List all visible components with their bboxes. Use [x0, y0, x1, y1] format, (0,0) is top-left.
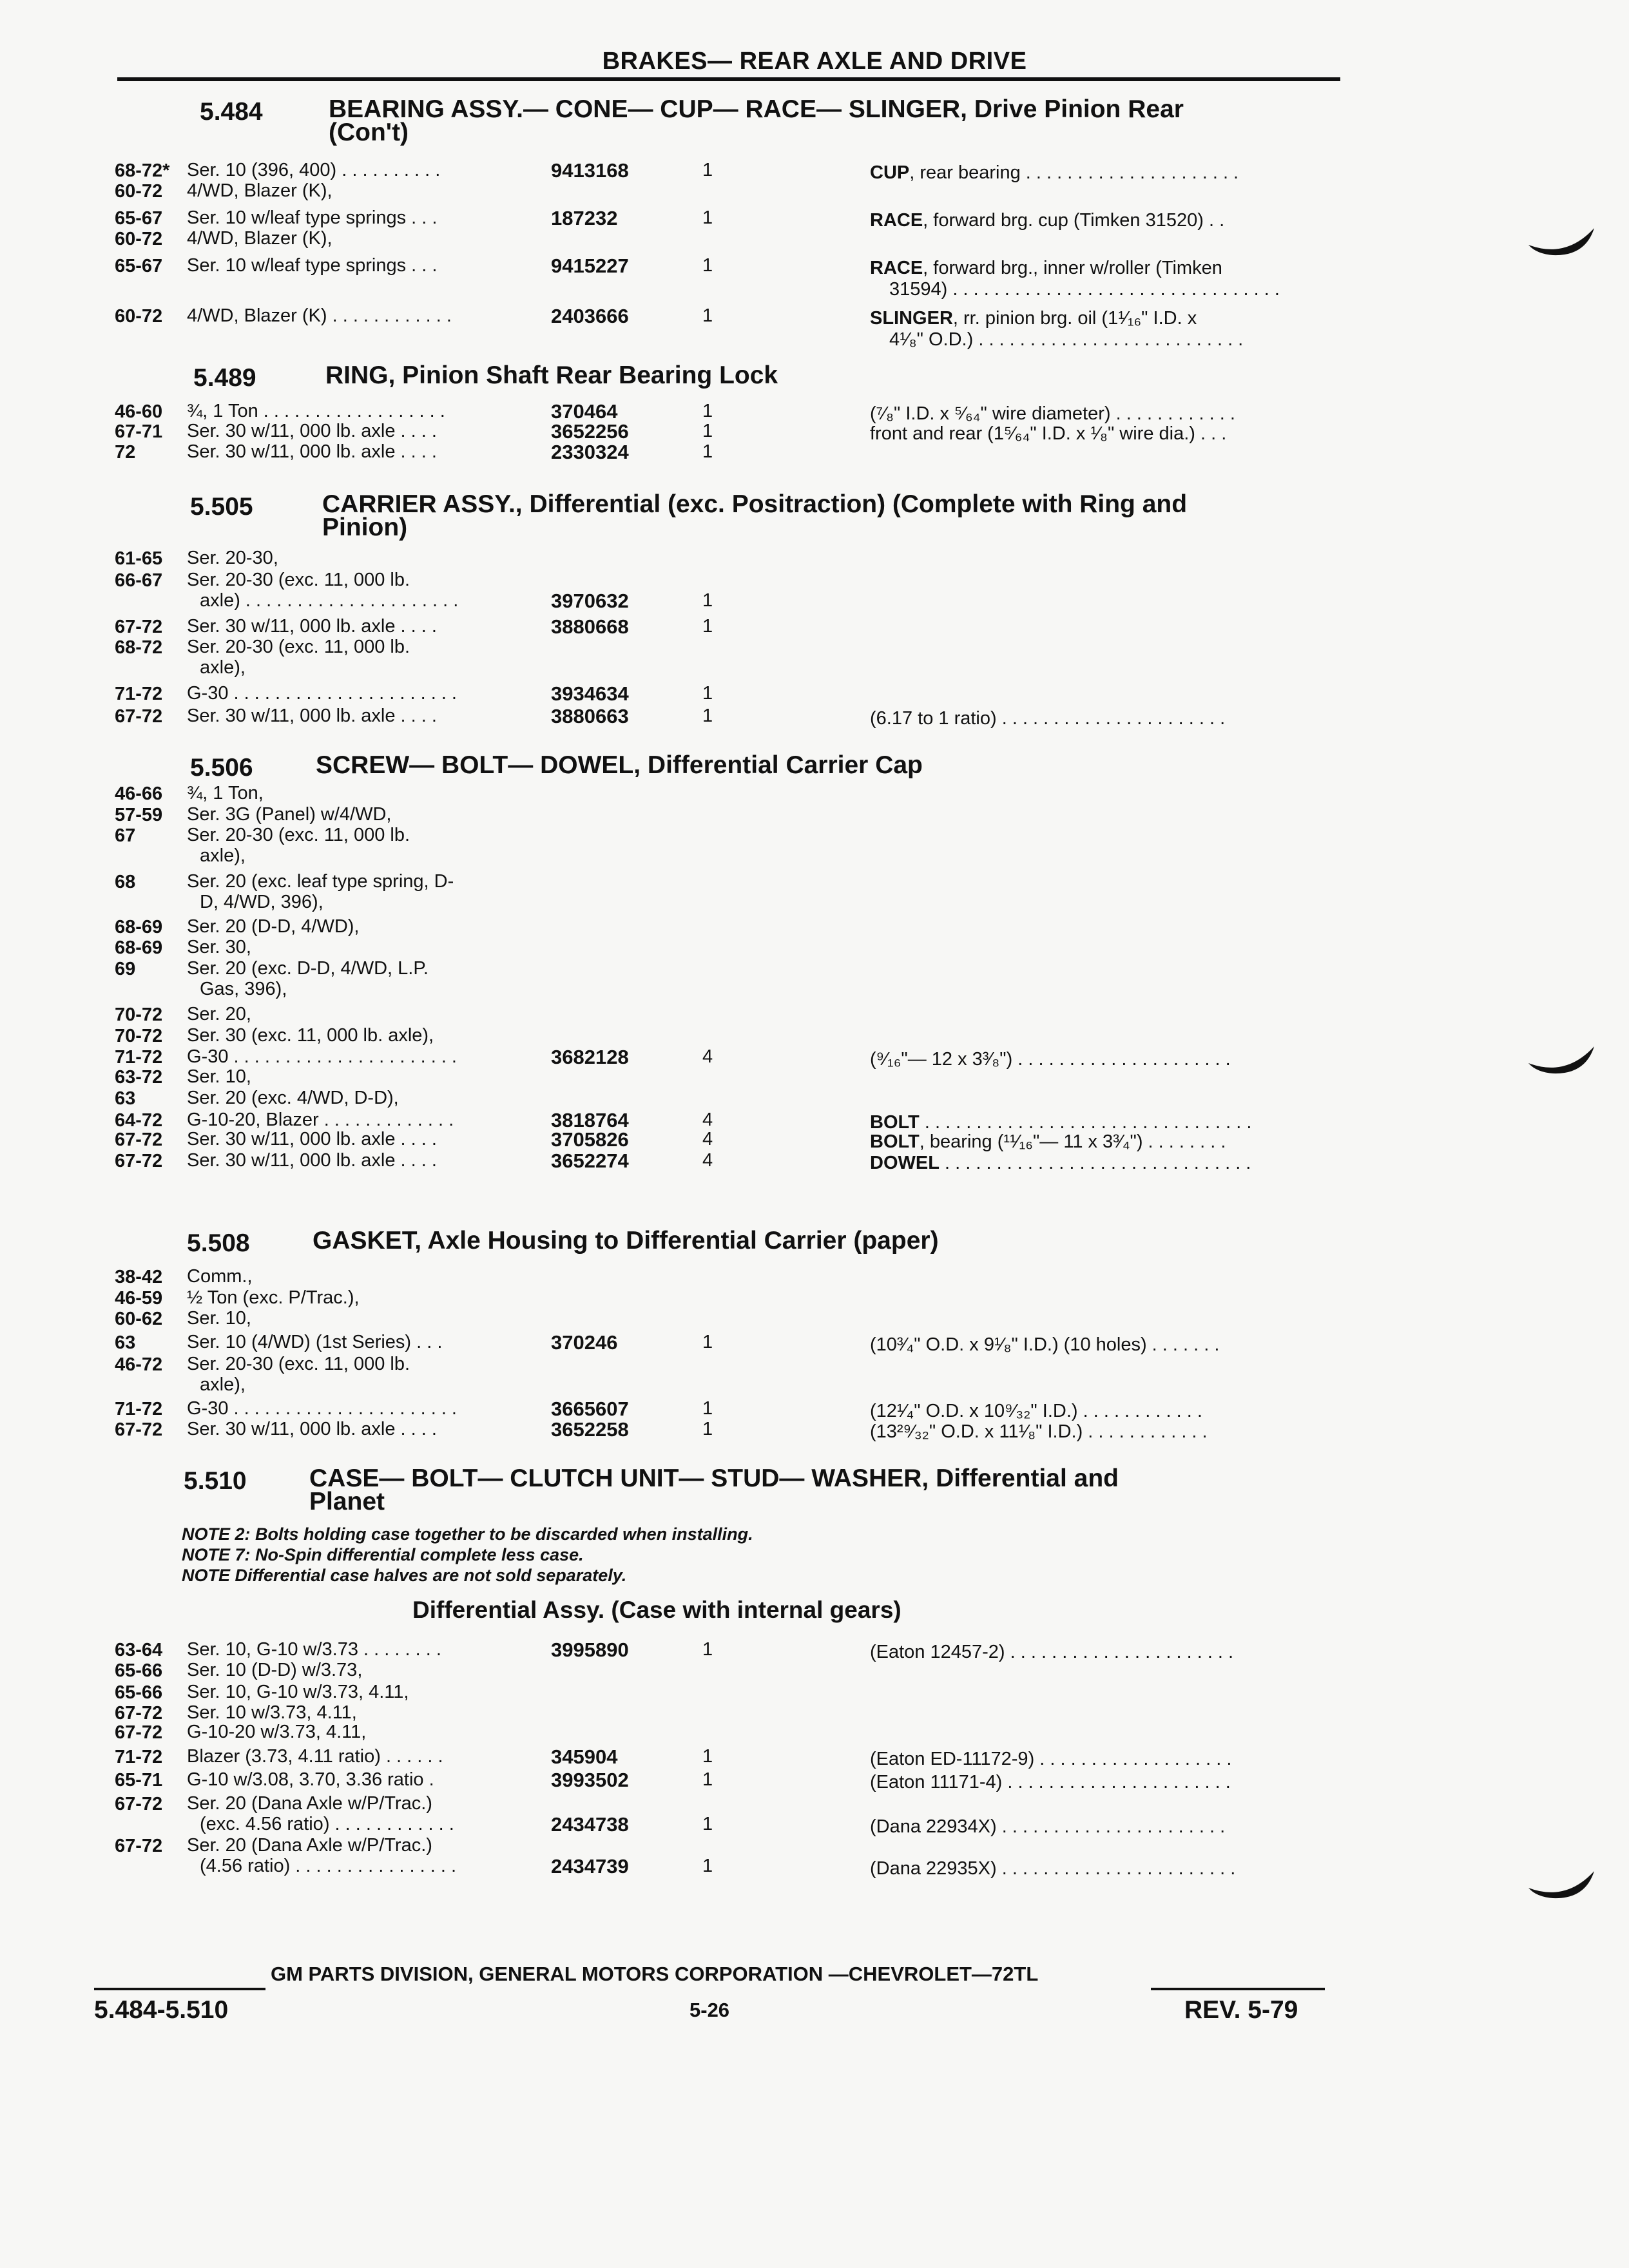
model-years: 65-66 [115, 1682, 163, 1703]
part-description: SLINGER, rr. pinion brg. oil (1¹⁄₁₆" I.D. x 4¹⁄₈" O.D.) . . . . . . . . . . . . . . . . . . . . . . . . . . [870, 308, 1244, 350]
footer-rule-left [94, 1988, 265, 1990]
application-text: Ser. 20-30 (exc. 11, 000 lb. axle), [187, 1354, 410, 1395]
model-years: 69 [115, 959, 136, 979]
model-years: 67-72 [115, 1722, 163, 1743]
application-text: Ser. 20 (D-D, 4/WD), [187, 916, 360, 937]
application-text: Ser. 10, G-10 w/3.73 . . . . . . . . [187, 1639, 441, 1660]
quantity: 1 [702, 441, 713, 462]
model-years: 46-59 [115, 1288, 163, 1309]
application-text: Ser. 10 (396, 400) . . . . . . . . . . [187, 160, 441, 180]
model-years: 65-66 [115, 1660, 163, 1681]
application-text: Ser. 10, G-10 w/3.73, 4.11, [187, 1682, 409, 1702]
model-years: 57-59 [115, 805, 163, 825]
quantity: 4 [702, 1046, 713, 1067]
section-number: 5.505 [190, 493, 253, 521]
quantity: 1 [702, 255, 713, 276]
quantity: 1 [702, 1419, 713, 1439]
application-text: Ser. 20-30 (exc. 11, 000 lb. axle), [187, 825, 410, 866]
part-description: (⁹⁄₁₆"— 12 x 3³⁄₈") . . . . . . . . . . . . . . . . . . . . . [870, 1049, 1231, 1070]
part-number: 3880668 [551, 615, 629, 638]
part-number: 3705826 [551, 1128, 629, 1151]
model-years: 65-67 [115, 256, 163, 276]
model-years: 71-72 [115, 684, 163, 704]
application-text: Ser. 30 w/11, 000 lb. axle . . . . [187, 1150, 437, 1171]
quantity: 1 [702, 1814, 713, 1834]
section-number: 5.506 [190, 754, 253, 782]
part-number: 2330324 [551, 441, 629, 463]
part-number: 3995890 [551, 1639, 629, 1661]
application-text: G-30 . . . . . . . . . . . . . . . . . . . . . . [187, 683, 457, 704]
model-years: 68-69 [115, 917, 163, 937]
application-text: Ser. 10, [187, 1308, 251, 1329]
application-text: Ser. 20-30 (exc. 11, 000 lb. axle) . . . . . . . . . . . . . . . . . . . . . [187, 570, 459, 611]
application-text: Ser. 20 (Dana Axle w/P/Trac.) (exc. 4.56 ratio) . . . . . . . . . . . . [187, 1793, 454, 1834]
application-text: Ser. 30 w/11, 000 lb. axle . . . . [187, 1419, 437, 1439]
quantity: 1 [702, 421, 713, 441]
part-number: 3993502 [551, 1769, 629, 1791]
application-text: Ser. 30 w/11, 000 lb. axle . . . . [187, 421, 437, 441]
model-years: 71-72 [115, 1047, 163, 1068]
section-title: RING, Pinion Shaft Rear Bearing Lock [325, 361, 778, 389]
model-years: 67-72 [115, 617, 163, 637]
model-years: 67-72 [115, 1151, 163, 1171]
application-text: Ser. 10 w/leaf type springs . . . [187, 255, 438, 276]
model-years: 67-72 [115, 1836, 163, 1856]
model-years: 38-42 [115, 1267, 163, 1287]
application-text: Comm., [187, 1266, 253, 1287]
model-years: 65-71 [115, 1770, 163, 1791]
part-description: (Eaton ED-11172-9) . . . . . . . . . . . . . . . . . . . [870, 1749, 1232, 1769]
section-number: 5.510 [184, 1467, 247, 1495]
model-years: 68-69 [115, 937, 163, 958]
quantity: 1 [702, 401, 713, 421]
model-years: 63-72 [115, 1067, 163, 1088]
application-text: 4/WD, Blazer (K) . . . . . . . . . . . . [187, 305, 452, 326]
model-years: 70-72 [115, 1026, 163, 1046]
part-number: 3652258 [551, 1418, 629, 1441]
model-years: 71-72 [115, 1747, 163, 1767]
page-header-title: BRAKES— REAR AXLE AND DRIVE [602, 48, 1027, 75]
section-note: NOTE 7: No-Spin differential complete less case. [182, 1545, 584, 1564]
footer-page-number: 5-26 [689, 1999, 730, 2021]
application-text: Ser. 30 w/11, 000 lb. axle . . . . [187, 616, 437, 637]
quantity: 1 [702, 1398, 713, 1419]
model-years: 61-65 [115, 548, 163, 569]
section-title: GASKET, Axle Housing to Differential Carrier (paper) [313, 1227, 939, 1254]
application-text: Ser. 30 w/11, 000 lb. axle . . . . [187, 441, 437, 462]
application-text: 4/WD, Blazer (K), [187, 180, 333, 201]
model-years: 65-67 [115, 208, 163, 229]
part-description: (Dana 22935X) . . . . . . . . . . . . . . . . . . . . . . . [870, 1858, 1236, 1879]
quantity: 1 [702, 207, 713, 228]
application-text: Ser. 10 (4/WD) (1st Series) . . . [187, 1332, 443, 1352]
quantity: 1 [702, 305, 713, 326]
section-note: NOTE Differential case halves are not sold separately. [182, 1566, 627, 1585]
part-description: (Dana 22934X) . . . . . . . . . . . . . . . . . . . . . . [870, 1816, 1226, 1837]
model-years: 46-60 [115, 401, 163, 422]
model-years: 60-62 [115, 1309, 163, 1329]
section-title: SCREW— BOLT— DOWEL, Differential Carrier Cap [316, 751, 923, 779]
section-title: CARRIER ASSY., Differential (exc. Positraction) (Complete with Ring and Pinion) [322, 490, 1188, 541]
application-text: Ser. 30 w/11, 000 lb. axle . . . . [187, 1129, 437, 1149]
part-number: 370246 [551, 1331, 618, 1354]
application-text: Ser. 20 (exc. 4/WD, D-D), [187, 1088, 399, 1108]
application-text: Ser. 30 (exc. 11, 000 lb. axle), [187, 1025, 434, 1046]
application-text: Ser. 30 w/11, 000 lb. axle . . . . [187, 706, 437, 726]
model-years: 72 [115, 442, 136, 463]
application-text: Ser. 20 (exc. leaf type spring, D- D, 4/WD, 396), [187, 871, 454, 912]
quantity: 1 [702, 1639, 713, 1660]
application-text: ¾, 1 Ton, [187, 783, 264, 803]
section-number: 5.489 [193, 364, 256, 392]
part-number: 3682128 [551, 1046, 629, 1068]
model-years: 63-64 [115, 1640, 163, 1660]
part-description: (Eaton 12457-2) . . . . . . . . . . . . . . . . . . . . . . [870, 1642, 1234, 1662]
part-description: RACE, forward brg., inner w/roller (Timken 31594) . . . . . . . . . . . . . . . . . . . . . . . . . . . . . . . . [870, 258, 1280, 300]
model-years: 70-72 [115, 1004, 163, 1025]
binder-mark-icon [1527, 1862, 1598, 1907]
part-description: CUP, rear bearing . . . . . . . . . . . . . . . . . . . . . [870, 162, 1239, 183]
part-number: 2434738 [551, 1813, 629, 1836]
part-number: 3652274 [551, 1149, 629, 1172]
application-text: G-30 . . . . . . . . . . . . . . . . . . . . . . [187, 1046, 457, 1067]
quantity: 1 [702, 1769, 713, 1790]
part-number: 2434739 [551, 1855, 629, 1878]
quantity: 1 [702, 683, 713, 704]
model-years: 67-72 [115, 1794, 163, 1814]
part-description: (⁷⁄₈" I.D. x ⁵⁄₆₄" wire diameter) . . . . . . . . . . . . [870, 403, 1235, 424]
part-description: (Eaton 11171-4) . . . . . . . . . . . . . . . . . . . . . . [870, 1772, 1231, 1792]
part-number: 3665607 [551, 1398, 629, 1420]
quantity: 1 [702, 616, 713, 637]
part-number: 2403666 [551, 305, 629, 327]
quantity: 4 [702, 1129, 713, 1149]
model-years: 46-66 [115, 783, 163, 804]
binder-mark-icon [1527, 219, 1598, 264]
footer-range: 5.484-5.510 [94, 1996, 229, 2024]
header-rule [117, 77, 1340, 81]
application-text: Ser. 20-30 (exc. 11, 000 lb. axle), [187, 637, 410, 678]
footer-division: GM PARTS DIVISION, GENERAL MOTORS CORPORATION —CHEVROLET—72TL [271, 1963, 1039, 1985]
section-note: NOTE 2: Bolts holding case together to be discarded when installing. [182, 1524, 753, 1544]
section-number: 5.484 [200, 98, 263, 126]
part-description: BOLT . . . . . . . . . . . . . . . . . . . . . . . . . . . . . . . . [870, 1112, 1252, 1133]
part-number: 187232 [551, 207, 618, 229]
model-years: 67 [115, 825, 136, 846]
model-years: 60-72 [115, 229, 163, 249]
section-subheading: Differential Assy. (Case with internal gears) [412, 1597, 901, 1623]
section-number: 5.508 [187, 1229, 250, 1257]
model-years: 68-72* [115, 160, 170, 181]
application-text: G-10 w/3.08, 3.70, 3.36 ratio . [187, 1769, 434, 1790]
binder-mark-icon [1527, 1037, 1598, 1082]
part-number: 3652256 [551, 420, 629, 443]
application-text: G-30 . . . . . . . . . . . . . . . . . . . . . . [187, 1398, 457, 1419]
section-title: BEARING ASSY.— CONE— CUP— RACE— SLINGER, Drive Pinion Rear (Con't) [329, 95, 1184, 146]
section-title: CASE— BOLT— CLUTCH UNIT— STUD— WASHER, Differential and Planet [309, 1465, 1119, 1515]
part-number: 9415227 [551, 255, 629, 277]
footer-revision: REV. 5-79 [1184, 1996, 1298, 2024]
application-text: ¾, 1 Ton . . . . . . . . . . . . . . . . . . [187, 401, 445, 421]
quantity: 1 [702, 1856, 713, 1876]
application-text: Ser. 20-30, [187, 548, 278, 568]
model-years: 67-72 [115, 1129, 163, 1150]
model-years: 66-67 [115, 570, 163, 591]
application-text: Ser. 20, [187, 1004, 251, 1024]
part-description: (12¹⁄₄" O.D. x 10⁹⁄₃₂" I.D.) . . . . . . . . . . . . [870, 1401, 1202, 1421]
part-number: 3934634 [551, 682, 629, 705]
part-description: BOLT, bearing (¹¹⁄₁₆"— 11 x 3³⁄₄") . . . . . . . . [870, 1131, 1226, 1152]
application-text: Ser. 20 (exc. D-D, 4/WD, L.P. Gas, 396), [187, 958, 429, 999]
quantity: 4 [702, 1110, 713, 1130]
model-years: 60-72 [115, 181, 163, 202]
model-years: 68-72 [115, 637, 163, 658]
quantity: 1 [702, 160, 713, 180]
application-text: G-10-20, Blazer . . . . . . . . . . . . . [187, 1110, 454, 1130]
model-years: 68 [115, 872, 136, 892]
quantity: 1 [702, 1332, 713, 1352]
application-text: Ser. 3G (Panel) w/4/WD, [187, 804, 392, 825]
application-text: 4/WD, Blazer (K), [187, 228, 333, 249]
part-number: 345904 [551, 1745, 618, 1768]
part-description: (13²⁹⁄₃₂" O.D. x 11¹⁄₈" I.D.) . . . . . . . . . . . . [870, 1421, 1208, 1442]
application-text: Ser. 30, [187, 937, 251, 957]
application-text: Ser. 10 w/3.73, 4.11, [187, 1702, 357, 1723]
part-number: 370464 [551, 400, 618, 423]
application-text: ½ Ton (exc. P/Trac.), [187, 1287, 360, 1308]
model-years: 64-72 [115, 1110, 163, 1131]
quantity: 1 [702, 706, 713, 726]
part-description: RACE, forward brg. cup (Timken 31520) . . [870, 210, 1225, 231]
application-text: Ser. 10, [187, 1066, 251, 1087]
part-description: DOWEL . . . . . . . . . . . . . . . . . . . . . . . . . . . . . . [870, 1153, 1251, 1173]
model-years: 67-72 [115, 1703, 163, 1724]
quantity: 4 [702, 1150, 713, 1171]
application-text: G-10-20 w/3.73, 4.11, [187, 1722, 367, 1742]
application-text: Ser. 10 (D-D) w/3.73, [187, 1660, 363, 1680]
model-years: 71-72 [115, 1399, 163, 1419]
application-text: Blazer (3.73, 4.11 ratio) . . . . . . [187, 1746, 443, 1767]
model-years: 63 [115, 1088, 136, 1109]
model-years: 67-72 [115, 1419, 163, 1440]
model-years: 60-72 [115, 306, 163, 327]
footer-rule-right [1151, 1988, 1325, 1990]
part-number: 3880663 [551, 705, 629, 727]
quantity: 1 [702, 1746, 713, 1767]
part-description: front and rear (1⁵⁄₆₄" I.D. x ¹⁄₈" wire dia.) . . . [870, 423, 1227, 444]
application-text: Ser. 10 w/leaf type springs . . . [187, 207, 438, 228]
quantity: 1 [702, 590, 713, 611]
part-description: (6.17 to 1 ratio) . . . . . . . . . . . . . . . . . . . . . . [870, 708, 1226, 729]
model-years: 46-72 [115, 1354, 163, 1375]
part-description: (10³⁄₄" O.D. x 9¹⁄₈" I.D.) (10 holes) . . . . . . . [870, 1334, 1220, 1355]
application-text: Ser. 20 (Dana Axle w/P/Trac.) (4.56 ratio) . . . . . . . . . . . . . . . . [187, 1835, 457, 1876]
model-years: 67-72 [115, 706, 163, 727]
model-years: 63 [115, 1332, 136, 1353]
model-years: 67-71 [115, 421, 163, 442]
part-number: 3818764 [551, 1109, 629, 1131]
part-number: 9413168 [551, 159, 629, 182]
part-number: 3970632 [551, 590, 629, 612]
